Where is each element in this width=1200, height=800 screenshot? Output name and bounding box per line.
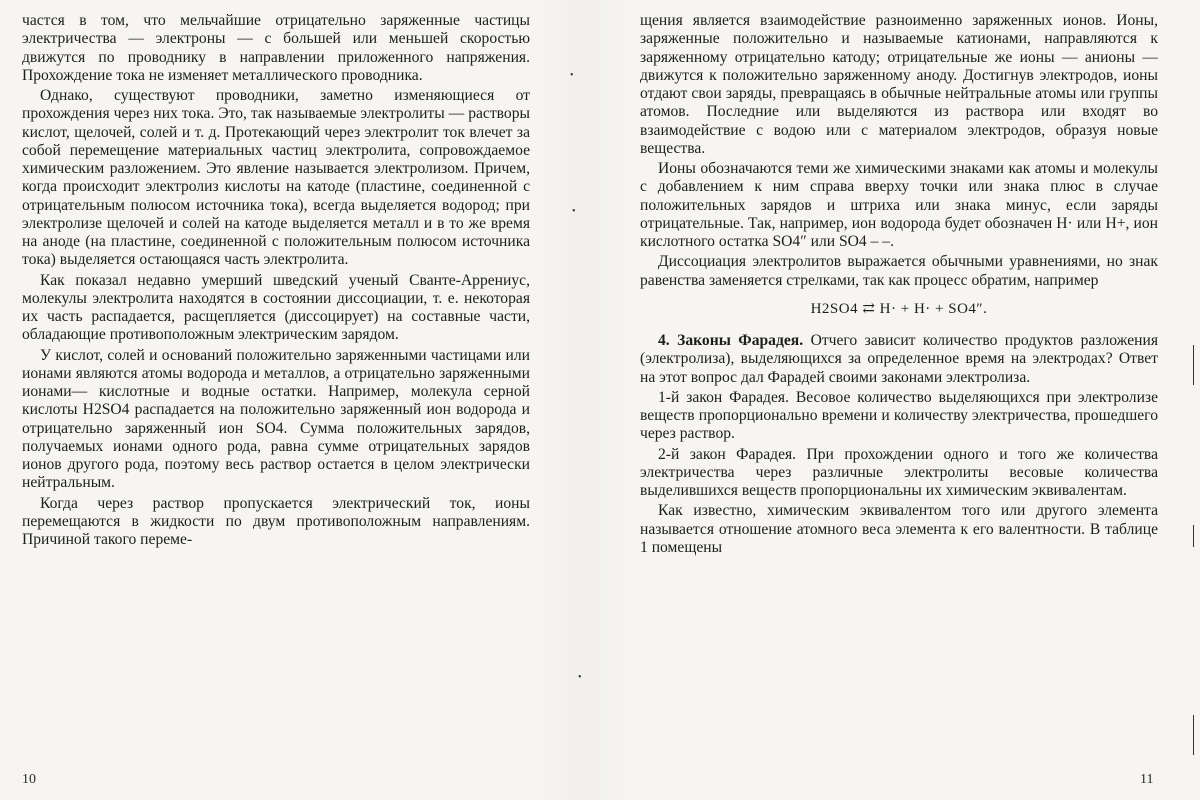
scan-edge-mark — [1193, 525, 1194, 547]
faraday-law-1: 1-й закон Фарадея. Весовое количество выделяющихся при электролизе веществ пропорционально времени и количеству электричества, прошедшего через раствор. — [640, 389, 1158, 444]
closing-paragraph: Как известно, химическим эквивалентом того или другого элемента называется отношение атомного веса элемента к его валентности. В таблице 1 помещены — [640, 502, 1158, 557]
section-intro: Отчего зависит количество продуктов разложения (электролиза), выделяющихся за определенное время на электродах? Ответ на этот вопрос дал Фарадей своими законами электролиза. — [640, 332, 1158, 386]
section-title: 4. Законы Фарадея. — [658, 332, 803, 349]
right-paragraph-3: Диссоциация электролитов выражается обычными уравнениями, но знак равенства заменяется стрелками, так как процесс обратим, например — [640, 253, 1158, 290]
page-number-left: 10 — [22, 772, 36, 788]
scan-edge-mark — [1193, 345, 1194, 385]
left-page — [22, 12, 530, 788]
right-page — [640, 12, 1158, 788]
page-number-right: 11 — [1140, 772, 1153, 788]
right-paragraph-1: щения является взаимодействие разноименно заряженных ионов. Ионы, заряженные положительно и называемые катионами, направляются к заряженному отрицательно катоду; отрицательные же ионы — анионы — движутся к положительно заряженному аноду. Достигнув электродов, ионы отдают свои заряды, превращаясь в обычные нейтральные атомы или группы атомов. Последние или выделяются из раствора или входят во взаимодействие с водою или с материалом электродов, образуя новые вещества. — [640, 12, 1158, 158]
book-gutter — [540, 0, 630, 800]
scan-speck: • — [572, 206, 576, 217]
faraday-section — [640, 332, 1158, 387]
scan-speck: • — [578, 672, 582, 683]
faraday-law-2: 2-й закон Фарадея. При прохождении одного и того же количества электричества через различные электролиты весовые количества выделившихся веществ пропорциональны их химическим эквивалентам. — [640, 446, 1158, 501]
scan-speck: • — [570, 70, 574, 81]
left-paragraph-4: У кислот, солей и оснований положительно заряженными частицами или ионами являются атомы водорода и металлов, а отрицательно заряженными ионами— кислотные и водные остатки. Например, молекула серной кислоты H2SO4 распадается на положительно заряженный ион водорода и отрицательно заряженный ион SO4. Сумма положительных зарядов, получаемых ионами одного рода, равна сумме отрицательных зарядов ионов другого рода, поэтому весь раствор остается в целом электрически нейтральным. — [22, 347, 530, 493]
left-paragraph-2: Однако, существуют проводники, заметно изменяющиеся от прохождения через них тока. Это, так называемые электролиты — растворы кислот, щелочей, солей и т. д. Протекающий через электролит ток влечет за собой перемещение материальных частиц электролита, сопровождаемое химическим разложением. Это явление называется электролизом. Причем, когда происходит электролиз кислоты на катоде (пластине, соединенной с отрицательным полюсом источника тока), всегда выделяется водород; при электролизе щелочей и солей на катоде выделяется металл и в то же время на аноде (на пластине, соединенной с положительным полюсом источника тока) выделяется остающаяся часть электролита. — [22, 87, 530, 270]
left-paragraph-3: Как показал недавно умерший шведский ученый Сванте-Аррениус, молекулы электролита находятся в состоянии диссоциации, т. е. некоторая их часть распадается, расщепляется (диссоцирует) на составные части, обладающие противоположным электрическим зарядом. — [22, 272, 530, 345]
left-paragraph-5: Когда через раствор пропускается электрический ток, ионы перемещаются в жидкости по двум противоположным направлениям. Причиной такого переме- — [22, 495, 530, 550]
scan-edge-mark — [1193, 715, 1194, 755]
left-paragraph-1: частся в том, что мельчайшие отрицательно заряженные частицы электричества — электроны — с большей или меньшей скоростью движутся по проводнику в направлении приложенного напряжения. Прохождение тока не изменяет металлического проводника. — [22, 12, 530, 85]
right-paragraph-2: Ионы обозначаются теми же химическими знаками как атомы и молекулы с добавлением к ним справа вверху точки или знака плюс в случае положительных зарядов и штриха или знака минус, если заряды отрицательные. Так, например, ион водорода будет обозначен H· или H+, ион кислотного остатка SO4″ или SO4 – –. — [640, 160, 1158, 251]
dissociation-formula: H2SO4 ⇄ H· + H· + SO4″. — [640, 300, 1158, 318]
